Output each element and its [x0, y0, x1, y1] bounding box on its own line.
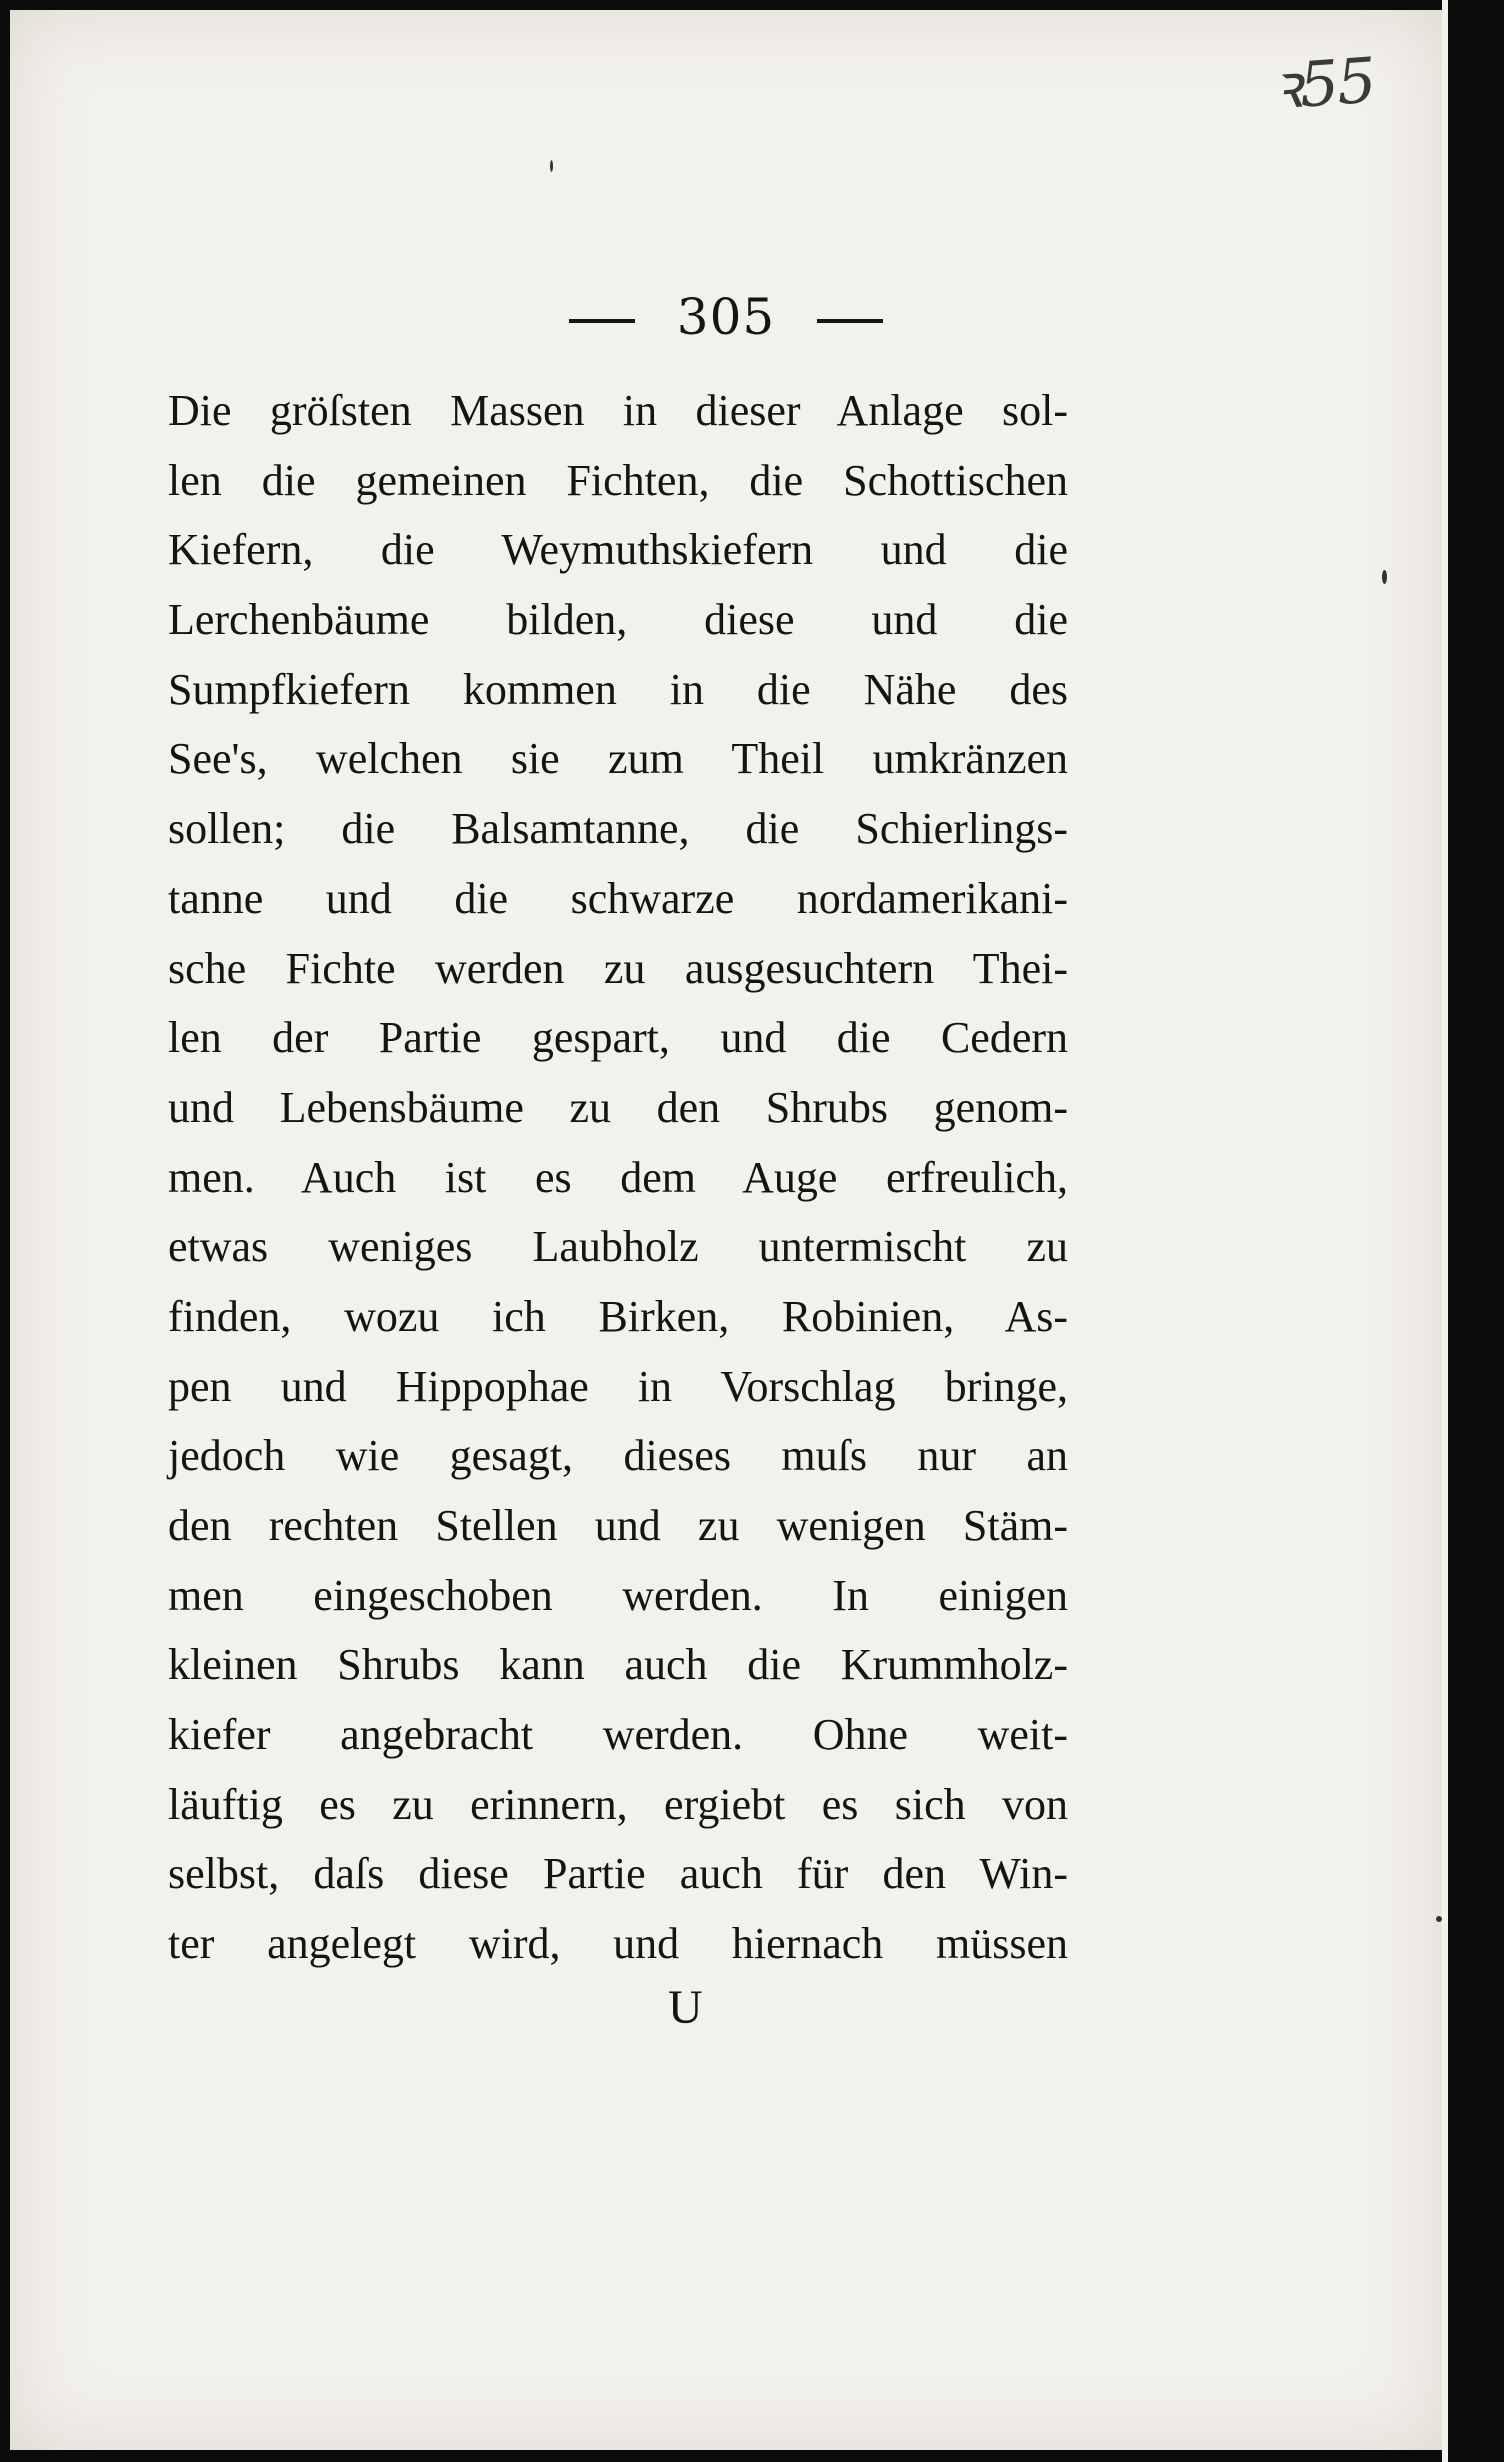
text-line: men. Auch ist es dem Auge erfreulich, — [168, 1152, 1068, 1202]
text-line: und Lebensbäume zu den Shrubs genom- — [168, 1082, 1068, 1132]
paper-speck — [1382, 570, 1387, 584]
text-line: tanne und die schwarze nordamerikani- — [168, 873, 1068, 923]
text-line: len die gemeinen Fichten, die Schottischen — [168, 455, 1068, 505]
text-line: sollen; die Balsamtanne, die Schierlings- — [168, 804, 1068, 854]
signature-mark: U — [668, 1981, 703, 2034]
text-line: finden, wozu ich Birken, Robinien, As- — [168, 1291, 1068, 1341]
page-edge-shadow — [1442, 0, 1504, 2462]
text-line: men eingeschoben werden. In einigen — [168, 1570, 1068, 1620]
text-line: kleinen Shrubs kann auch die Krummholz- — [168, 1640, 1068, 1690]
text-line: sche Fichte werden zu ausgesuchtern Thei- — [168, 943, 1068, 993]
text-line: Die gröſsten Massen in dieser Anlage sol- — [168, 386, 1068, 435]
text-line: Kiefern, die Weymuthskiefern und die — [168, 525, 1068, 575]
page-number: 305 — [676, 288, 776, 346]
text-line: den rechten Stellen und zu wenigen Stäm- — [168, 1501, 1068, 1550]
book-page — [10, 10, 1442, 2450]
text-line: selbst, daſs diese Partie auch für den Win- — [168, 1849, 1068, 1899]
text-line: jedoch wie gesagt, dieses muſs nur an — [168, 1431, 1068, 1481]
paper-speck — [550, 160, 553, 172]
text-line: etwas weniges Laubholz untermischt zu — [168, 1222, 1068, 1272]
text-line: läuftig es zu erinnern, ergiebt es sich von — [168, 1779, 1068, 1829]
text-line: ter angelegt wird, und hiernach müssen — [168, 1919, 1068, 1969]
text-line: Sumpfkiefern kommen in die Nähe des — [168, 664, 1068, 714]
text-line: kiefer angebracht werden. Ohne weit- — [168, 1710, 1068, 1760]
text-line: pen und Hippophae in Vorschlag bringe, — [168, 1361, 1068, 1411]
body-text — [168, 376, 1068, 1979]
text-line: len der Partie gespart, und die Cedern — [168, 1013, 1068, 1063]
folio-number: ꝛ55 — [1269, 43, 1377, 124]
left-dash — [569, 319, 635, 323]
right-dash — [817, 319, 883, 323]
text-line: See's, welchen sie zum Theil umkränzen — [168, 734, 1068, 784]
text-line: Lerchenbäume bilden, diese und die — [168, 595, 1068, 645]
running-head — [10, 288, 1442, 346]
